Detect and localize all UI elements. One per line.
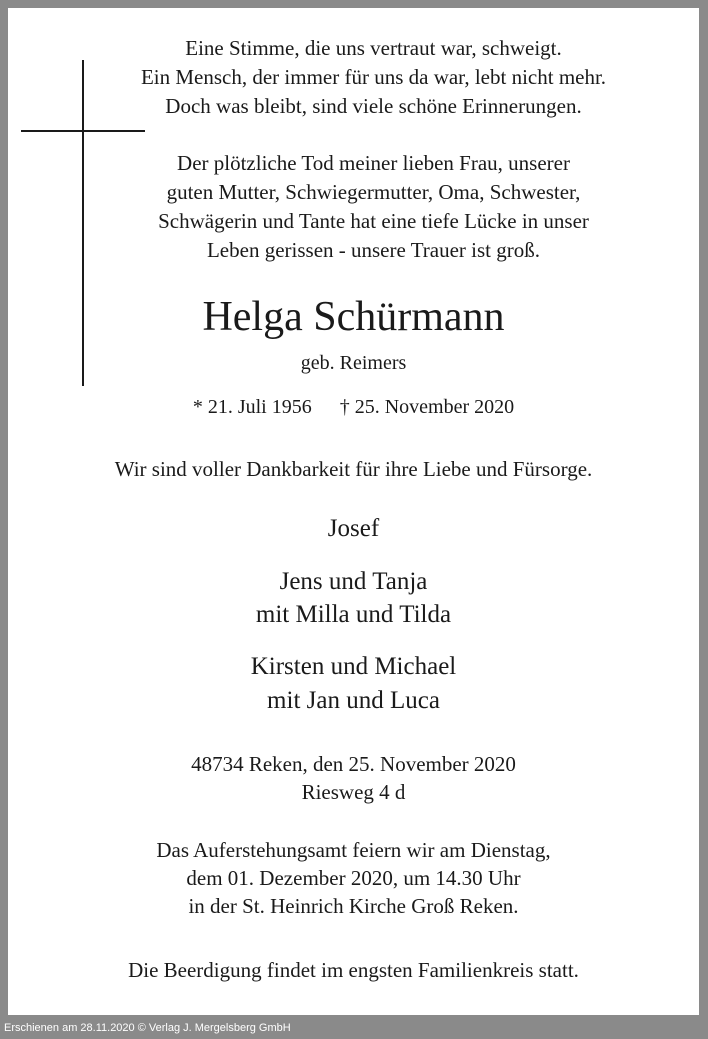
family-member: Jens und Tanja — [279, 568, 428, 595]
address-line: 48734 Reken, den 25. November 2020 — [191, 752, 516, 776]
birth-date: * 21. Juli 1956 — [192, 396, 312, 418]
address-line: Riesweg 4 d — [301, 780, 406, 804]
life-dates — [8, 396, 699, 419]
family-member: mit Jan und Luca — [267, 687, 440, 714]
family-member: mit Milla und Tilda — [255, 601, 452, 628]
cross-icon-crossbar — [21, 130, 145, 132]
death-date: † 25. November 2020 — [339, 396, 515, 418]
burial-text: Die Beerdigung findet im engsten Familienkreis statt. — [128, 958, 579, 982]
verse-line: Doch was bleibt, sind viele schöne Erinnerungen. — [165, 94, 582, 118]
service-line: in der St. Heinrich Kirche Groß Reken. — [188, 894, 519, 918]
family-member: Josef — [327, 515, 380, 542]
maiden-name: geb. Reimers — [300, 352, 407, 374]
intro-line: Schwägerin und Tante hat eine tiefe Lücke in unser — [158, 209, 589, 233]
service-line: dem 01. Dezember 2020, um 14.30 Uhr — [186, 866, 521, 890]
service-line: Das Auferstehungsamt feiern wir am Dienstag, — [156, 838, 551, 862]
family-member: Kirsten und Michael — [250, 653, 457, 680]
publication-footer: Erschienen am 28.11.2020 © Verlag J. Mergelsberg GmbH — [4, 1022, 291, 1034]
intro-line: Der plötzliche Tod meiner lieben Frau, unserer — [177, 151, 570, 175]
deceased-name: Helga Schürmann — [202, 294, 505, 340]
obituary-card — [8, 8, 699, 1015]
verse-line: Eine Stimme, die uns vertraut war, schweigt. — [185, 36, 562, 60]
intro-line: Leben gerissen - unsere Trauer ist groß. — [206, 238, 540, 262]
gratitude-text: Wir sind voller Dankbarkeit für ihre Liebe und Fürsorge. — [114, 457, 593, 481]
intro-line: guten Mutter, Schwiegermutter, Oma, Schwester, — [166, 180, 581, 204]
verse-line: Ein Mensch, der immer für uns da war, lebt nicht mehr. — [140, 65, 607, 89]
